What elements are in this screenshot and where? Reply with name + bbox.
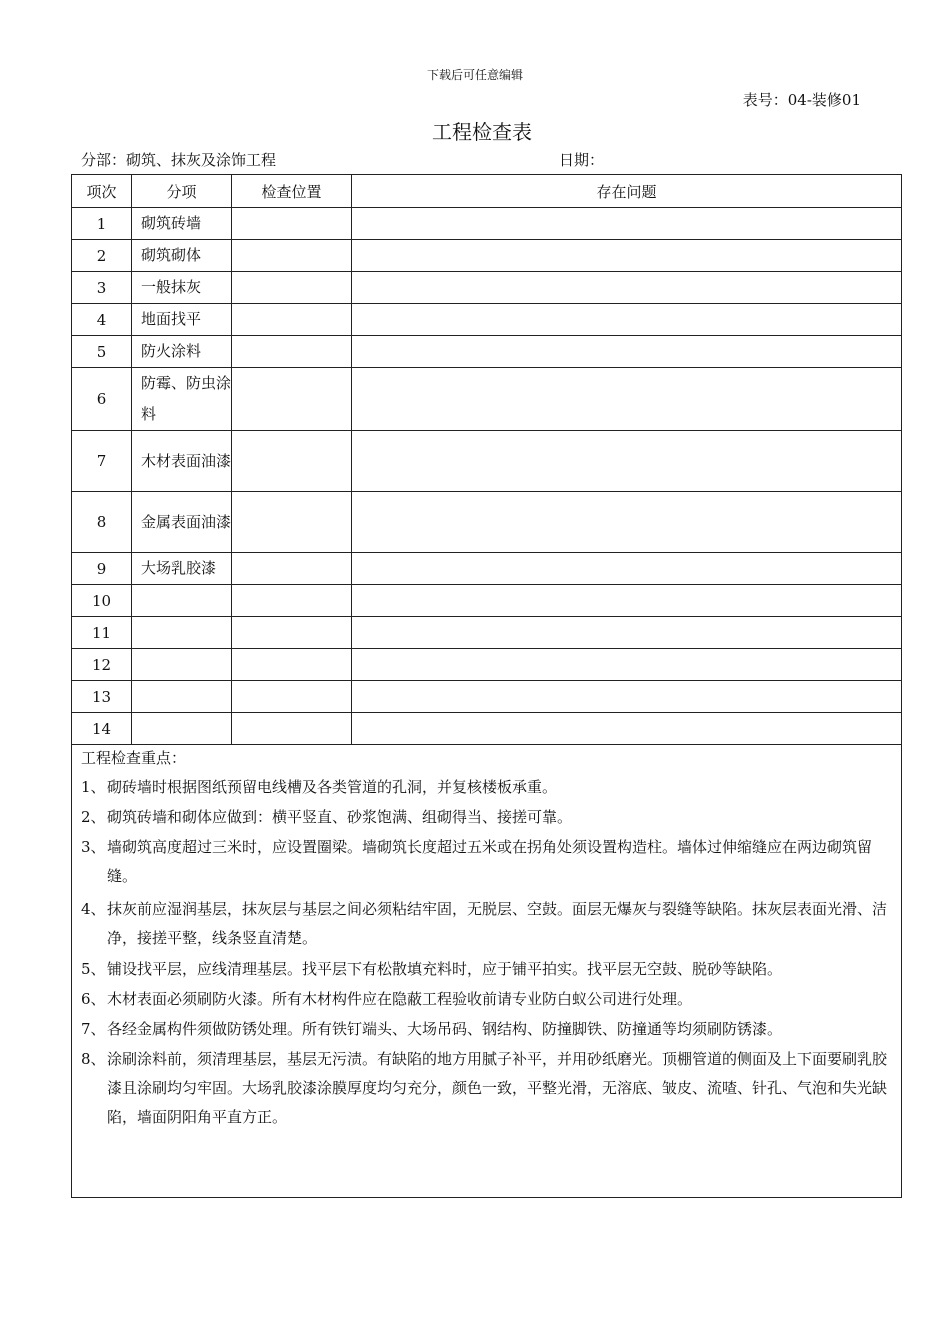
row-issue[interactable] (352, 713, 902, 745)
table-row (72, 272, 902, 304)
table-row (72, 713, 902, 745)
date-label: 日期： (559, 151, 605, 169)
notes-title: 工程检查重点： (81, 749, 187, 767)
row-issue[interactable] (352, 617, 902, 649)
note-number: 5、 (81, 960, 106, 978)
note-text: 砌筑砖墙和砌体应做到：横平竖直、砂浆饱满、组砌得当、接搓可靠。 (107, 808, 573, 826)
row-location[interactable] (232, 585, 352, 617)
row-location[interactable] (232, 336, 352, 368)
row-item: 砌筑砖墙 (132, 208, 232, 240)
row-no: 14 (72, 713, 132, 745)
row-location[interactable] (232, 492, 352, 553)
row-no: 2 (72, 240, 132, 272)
note-text: 各经金属构件须做防锈处理。所有铁钉端头、大场吊码、钢结构、防撞脚铁、防撞通等均须刷防锈漆。 (107, 1020, 783, 1038)
row-no: 6 (72, 368, 132, 431)
row-issue[interactable] (352, 553, 902, 585)
row-location[interactable] (232, 240, 352, 272)
note-text: 砌砖墙时根据图纸预留电线槽及各类管道的孔洞，并复核楼板承重。 (107, 778, 558, 796)
row-location[interactable] (232, 272, 352, 304)
row-no: 4 (72, 304, 132, 336)
row-location[interactable] (232, 304, 352, 336)
row-issue[interactable] (352, 208, 902, 240)
row-no: 8 (72, 492, 132, 553)
table-row (72, 585, 902, 617)
row-no: 5 (72, 336, 132, 368)
row-location[interactable] (232, 617, 352, 649)
row-location[interactable] (232, 713, 352, 745)
row-item: 防火涂料 (132, 336, 232, 368)
table-row (72, 681, 902, 713)
table-row (72, 240, 902, 272)
row-no: 9 (72, 553, 132, 585)
note-item (81, 955, 896, 984)
note-item (81, 895, 896, 953)
note-number: 7、 (81, 1020, 106, 1038)
row-no: 13 (72, 681, 132, 713)
row-no: 3 (72, 272, 132, 304)
row-issue[interactable] (352, 681, 902, 713)
note-item (81, 803, 896, 832)
note-number: 8、 (81, 1050, 106, 1068)
note-item (81, 773, 896, 802)
inspection-table (71, 174, 902, 745)
row-item: 金属表面油漆 (132, 492, 232, 553)
form-number: 表号：04-装修01 (742, 91, 861, 109)
table-row (72, 336, 902, 368)
row-location[interactable] (232, 681, 352, 713)
row-issue[interactable] (352, 585, 902, 617)
row-issue[interactable] (352, 368, 902, 431)
header-note: 下载后可任意编辑 (426, 68, 523, 82)
row-item: 大场乳胶漆 (132, 553, 232, 585)
note-text: 铺设找平层，应线清理基层。找平层下有松散填充料时，应于铺平拍实。找平层无空鼓、脱砂等缺陷。 (107, 960, 783, 978)
row-item: 地面找平 (132, 304, 232, 336)
header-no: 项次 (72, 175, 132, 208)
header-issue: 存在问题 (352, 175, 902, 208)
note-text: 墙砌筑高度超过三米时，应设置圈梁。墙砌筑长度超过五米或在拐角处须设置构造柱。墙体过伸缩缝应在两边砌筑留缝。 (107, 838, 873, 885)
row-item: 木材表面油漆 (132, 431, 232, 492)
row-issue[interactable] (352, 240, 902, 272)
note-item (81, 833, 896, 891)
table-row (72, 617, 902, 649)
row-issue[interactable] (352, 492, 902, 553)
table-row (72, 368, 902, 431)
row-item: 防霉、防虫涂料 (132, 368, 232, 431)
table-header-row (72, 175, 902, 208)
note-text: 木材表面必须刷防火漆。所有木材构件应在隐蔽工程验收前请专业防白蚁公司进行处理。 (107, 990, 693, 1008)
row-no: 11 (72, 617, 132, 649)
row-item[interactable] (132, 713, 232, 745)
note-number: 4、 (81, 900, 106, 918)
note-number: 3、 (81, 838, 106, 856)
row-issue[interactable] (352, 272, 902, 304)
header-location: 检查位置 (232, 175, 352, 208)
note-number: 1、 (81, 778, 106, 796)
row-item[interactable] (132, 649, 232, 681)
row-location[interactable] (232, 649, 352, 681)
table-row (72, 492, 902, 553)
row-issue[interactable] (352, 304, 902, 336)
row-issue[interactable] (352, 336, 902, 368)
row-issue[interactable] (352, 431, 902, 492)
row-item: 砌筑砌体 (132, 240, 232, 272)
table-row (72, 208, 902, 240)
table-row (72, 649, 902, 681)
row-issue[interactable] (352, 649, 902, 681)
note-number: 6、 (81, 990, 106, 1008)
row-location[interactable] (232, 553, 352, 585)
row-no: 10 (72, 585, 132, 617)
page-title: 工程检查表 (432, 120, 532, 144)
division-label: 分部：砌筑、抹灰及涂饰工程 (81, 151, 277, 169)
row-item[interactable] (132, 585, 232, 617)
table-row (72, 304, 902, 336)
note-text: 涂刷涂料前，须清理基层，基层无污渍。有缺陷的地方用腻子补平，并用砂纸磨光。顶棚管道的侧面及上下面要刷乳胶漆且涂刷均匀牢固。大场乳胶漆涂膜厚度均匀充分，颜色一致，平整光滑，无溶底、皱皮、流喳、针孔、气泡和失光缺陷，墙面阴阳角平直方正。 (107, 1050, 888, 1126)
row-no: 7 (72, 431, 132, 492)
header-item: 分项 (132, 175, 232, 208)
row-location[interactable] (232, 208, 352, 240)
inspection-notes (71, 742, 902, 1198)
row-item[interactable] (132, 681, 232, 713)
note-item (81, 985, 896, 1014)
row-location[interactable] (232, 431, 352, 492)
note-number: 2、 (81, 808, 106, 826)
row-no: 12 (72, 649, 132, 681)
row-item[interactable] (132, 617, 232, 649)
note-text: 抹灰前应湿润基层，抹灰层与基层之间必须粘结牢固，无脱层、空鼓。面层无爆灰与裂缝等缺陷。抹灰层表面光滑、洁净，接搓平整，线条竖直清楚。 (107, 900, 888, 947)
note-item (81, 1015, 896, 1044)
row-no: 1 (72, 208, 132, 240)
table-row (72, 553, 902, 585)
table-row (72, 431, 902, 492)
note-item (81, 1045, 896, 1132)
row-location[interactable] (232, 368, 352, 431)
row-item: 一般抹灰 (132, 272, 232, 304)
